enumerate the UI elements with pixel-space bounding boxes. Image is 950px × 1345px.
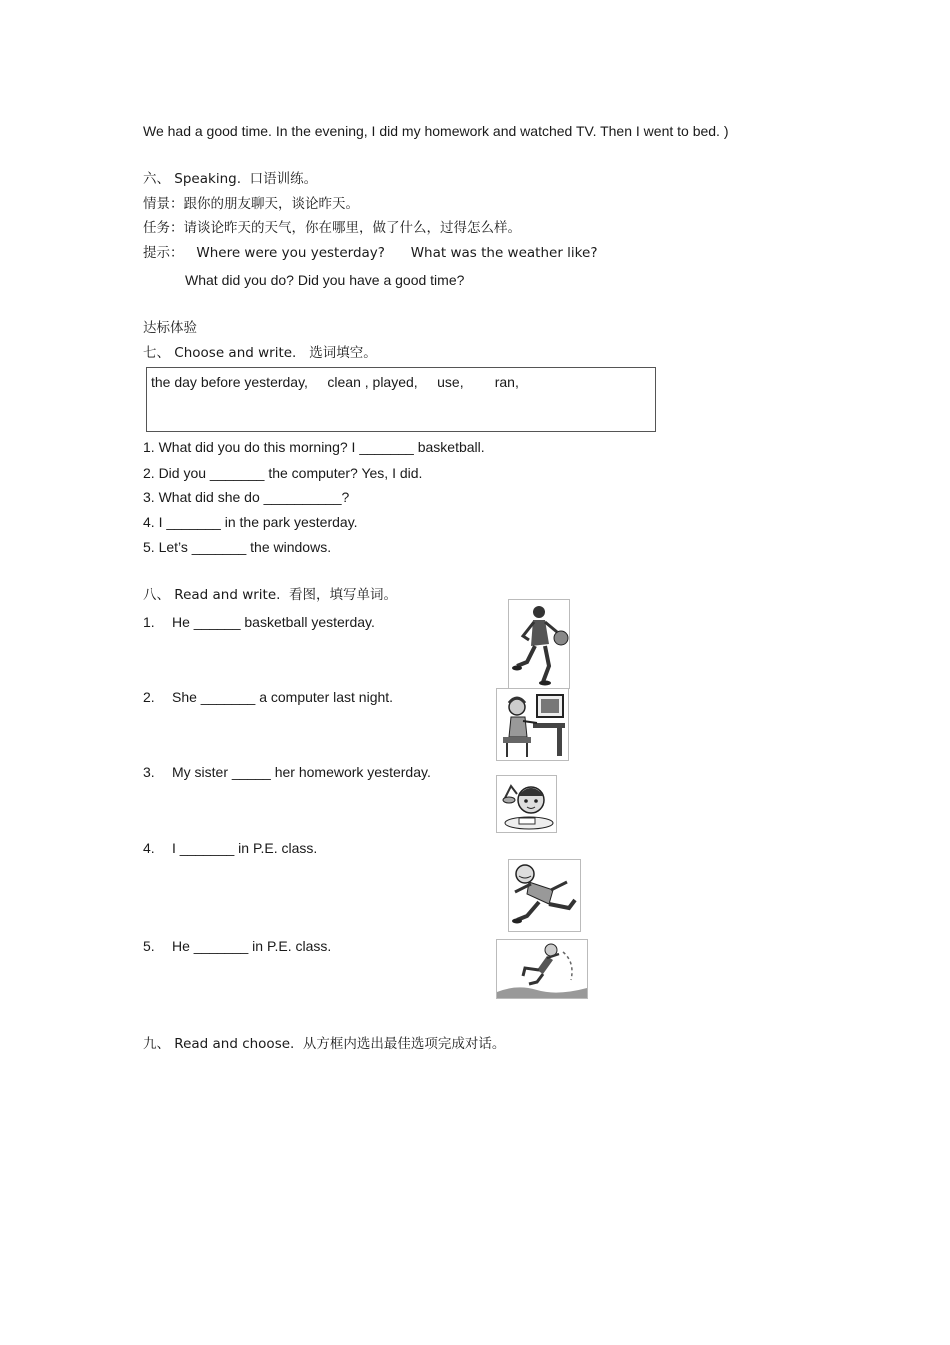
question-4: 4. I _______ in the park yesterday. <box>143 514 358 530</box>
item-2-text: She _______ a computer last night. <box>172 689 394 705</box>
basketball-player-picture <box>508 599 570 689</box>
running-boy-picture <box>508 859 581 932</box>
item-5-text: He _______ in P.E. class. <box>172 938 332 954</box>
item-4-number: 4. <box>143 840 155 856</box>
hint-line-1: 提示： Where were you yesterday? What was the weather like? <box>143 245 598 261</box>
jumping-boy-picture <box>496 939 588 999</box>
situation-text: 情景：跟你的朋友聊天，谈论昨天。 <box>143 196 359 212</box>
question-3: 3. What did she do __________? <box>143 489 350 505</box>
item-1-number: 1. <box>143 614 155 630</box>
child-doing-homework-picture <box>496 775 557 833</box>
item-1-text: He ______ basketball yesterday. <box>172 614 375 630</box>
section-9-heading: 九、 Read and choose. 从方框内选出最佳选项完成对话。 <box>143 1036 506 1052</box>
word-bank-text: the day before yesterday, clean , played, use, ran, <box>151 374 519 390</box>
item-5-number: 5. <box>143 938 155 954</box>
item-3-text: My sister _____ her homework yesterday. <box>172 764 431 780</box>
section-7-heading: 七、 Choose and write. 选词填空。 <box>143 345 377 361</box>
section-6-heading: 六、 Speaking. 口语训练。 <box>143 171 318 187</box>
task-text: 任务：请谈论昨天的天气，你在哪里，做了什么，过得怎么样。 <box>143 220 521 236</box>
intro-text: We had a good time. In the evening, I did my homework and watched TV. Then I went to bed. ) <box>143 123 729 139</box>
item-4-text: I _______ in P.E. class. <box>172 840 318 856</box>
girl-at-computer-picture <box>496 688 569 761</box>
question-2: 2. Did you _______ the computer? Yes, I did. <box>143 465 423 481</box>
section-8-heading: 八、 Read and write. 看图，填写单词。 <box>143 587 398 603</box>
question-1: 1. What did you do this morning? I _______ basketball. <box>143 439 485 455</box>
test-heading: 达标体验 <box>143 320 197 336</box>
word-bank-box <box>146 367 656 432</box>
item-3-number: 3. <box>143 764 155 780</box>
item-2-number: 2. <box>143 689 155 705</box>
hint-line-2: What did you do? Did you have a good time? <box>185 272 465 288</box>
question-5: 5. Let’s _______ the windows. <box>143 539 332 555</box>
